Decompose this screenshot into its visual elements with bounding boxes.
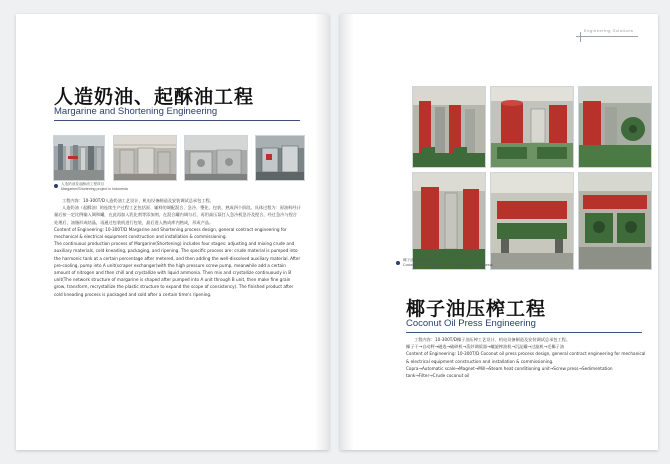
margarine-photo-caption-en: Margarine/Shortening project in Indonesia xyxy=(61,186,128,191)
margarine-photo-2 xyxy=(113,135,177,181)
margarine-title-en: Margarine and Shortening Engineering xyxy=(54,106,218,117)
margarine-photo-caption-zh: 人造奶油及起酥油工程项目 xyxy=(61,182,105,186)
title-rule xyxy=(406,332,642,333)
coconut-body-en-1: Content of Engineering: 10-300T/D Coconut oil press process design, general contract engineering for mechanical & electrical equipment construction and installation & commissioning. xyxy=(406,351,646,364)
margarine-body-zh-2: 人造奶油（起酥油）的连续生产过程工艺包括原、辅料的调配混合、急冷、塑化、包装、熟成四个阶段。具体过程为：原油料经计量后按一定比例输入调和罐，在此再加入乳化剂等添加剂，在混合罐内调匀后，再用高压泵打入急冷机急冷及捏合，经过急冷与捏合处理后，油脂形成结晶，再通过包装机进行包装，最后进入熟成库内熟成，形成产品。 xyxy=(54,205,301,225)
margarine-photo-1 xyxy=(53,135,105,181)
title-rule xyxy=(54,120,300,121)
coconut-photo-3 xyxy=(578,86,652,168)
coconut-body-en-2: Copra→Automatic scale→Magnet→Mill→Steam heat conditioning unit→Screw press→Sedimentation tank→Filter→Crude coconut oil xyxy=(406,365,613,379)
coconut-title-en: Coconut Oil Press Engineering xyxy=(406,318,536,329)
margarine-body-zh-1: 工程内容：10-300T/D人造奶油工艺设计、机电设备制造及安装调试总承包工程。 xyxy=(62,198,214,203)
crop-mark xyxy=(576,36,638,37)
gutter-shadow xyxy=(315,14,329,450)
corner-label: Engineering Solutions xyxy=(584,28,634,33)
left-page xyxy=(16,14,329,450)
margarine-body-en-2: The continuous production process of Margarine(Shortening) includes four stages: adjusting and mixing crude and auxiliary materials, cold kneading, packaging, and ripening. The specific process are: crude material is pumped into the harmonic tank at a certain percentage after metered, and then adding the well-dissolved auxiliary material. After pre-cooling, pump into A unit(scraper exchanger)with the high pressure screw pump, meanwhile add a certain amount of nitrogen and then chill and crystallize with liquid ammonia. Then mix and crystallize continuously in B unit(The network structure of margarine is shaped after pumped into A unit through B unit, then make fine grain grow, transform, recrystallize the plastic structure to expand the scope of consistency). The finished product after cold kneading process is packaged and sold after a certain time's ripening. xyxy=(54,241,301,297)
margarine-photo-4 xyxy=(255,135,305,181)
coconut-photo-5 xyxy=(490,172,574,270)
coconut-body-zh-1: 工程内容：10-300T/D椰子油压榨工艺设计、机电设备制造及安装调试总承包工程。 xyxy=(414,337,571,342)
coconut-photo-caption-zh: 椰子油压榨工程项目 xyxy=(403,258,436,262)
coconut-body-zh-2: 椰子干→自动秤→磁选→破碎机→蒸炒调质器→螺旋榨油机→沉淀罐→过滤机→毛椰子油 xyxy=(406,344,564,350)
coconut-photo-1 xyxy=(412,86,486,168)
right-page xyxy=(340,14,658,450)
caption-marker-icon xyxy=(396,261,400,265)
coconut-title-zh: 椰子油压榨工程 xyxy=(406,298,547,320)
caption-marker-icon xyxy=(54,184,58,188)
margarine-photo-3 xyxy=(184,135,248,181)
margarine-body xyxy=(54,197,301,298)
coconut-photo-6 xyxy=(578,172,652,270)
coconut-body xyxy=(406,336,646,379)
margarine-title-zh: 人造奶油、起酥油工程 xyxy=(54,86,255,108)
crop-mark xyxy=(580,32,581,42)
coconut-photo-4 xyxy=(412,172,486,270)
margarine-body-en-1: Content of Engineering: 10-300T/D Margarine and Shortening process design, general contract engineering for mechanical & electrical equipment construction and installation & commissioning. xyxy=(54,226,287,240)
gutter-shadow xyxy=(340,14,354,450)
coconut-photo-2 xyxy=(490,86,574,168)
coconut-photo-caption-en: Coconut Oil Press project of Jiaxiang Shihu in Indonesia xyxy=(403,262,493,267)
